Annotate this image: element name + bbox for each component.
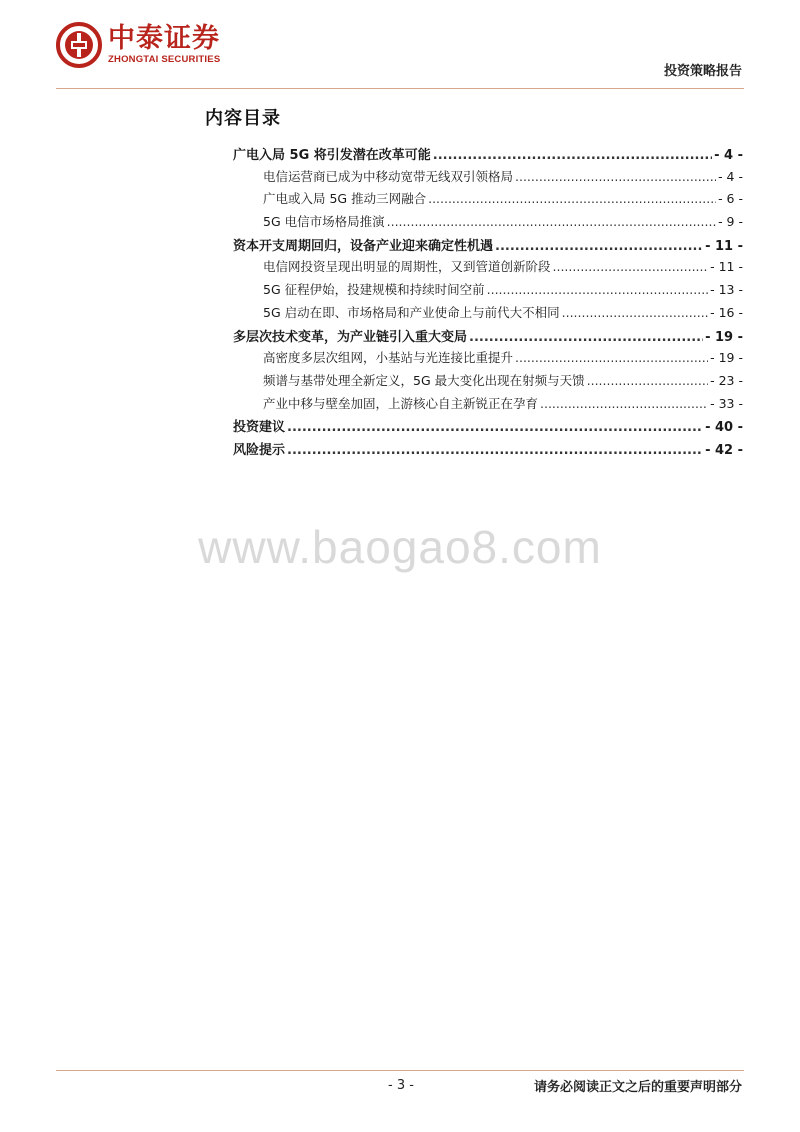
toc-entry-label: 广电入局 5G 将引发潜在改革可能	[233, 148, 431, 163]
toc-entry-page: - 33 -	[710, 395, 743, 411]
toc-subsection-entry[interactable]	[233, 257, 743, 280]
toc-subsection-entry[interactable]	[233, 371, 743, 394]
toc-entry-label: 广电或入局 5G 推动三网融合	[263, 191, 427, 207]
toc-entry-label: 风险提示	[233, 442, 286, 458]
page-header	[0, 0, 800, 95]
toc-entry-label: 电信运营商已成为中移动宽带无线双引领格局	[263, 168, 514, 184]
toc-entry-label: 投资建议	[233, 420, 286, 436]
toc-entry-page: - 19 -	[710, 350, 743, 366]
company-logo	[56, 22, 220, 68]
toc-entry-label: 资本开支周期回归，设备产业迎来确定性机遇	[233, 238, 494, 254]
toc-dot-leader	[387, 214, 716, 229]
toc-section-entry[interactable]	[233, 326, 743, 349]
toc-dot-leader	[587, 373, 709, 388]
toc-entry-label: 高密度多层次组网，小基站与光连接比重提升	[263, 350, 514, 366]
toc-entry-page: - 4 -	[718, 168, 743, 184]
toc-entry-page: - 6 -	[718, 191, 743, 207]
toc-title: 内容目录	[205, 108, 281, 129]
toc-entry-page: - 4 -	[714, 148, 743, 163]
toc-dot-leader	[553, 259, 709, 274]
toc-subsection-entry[interactable]	[233, 394, 743, 417]
toc-subsection-entry[interactable]	[233, 280, 743, 303]
toc-entry-page: - 11 -	[710, 259, 743, 275]
toc-entry-label: 5G 电信市场格局推演	[263, 214, 385, 230]
toc-dot-leader	[287, 443, 703, 458]
footer-disclaimer: 请务必阅读正文之后的重要声明部分	[533, 1080, 742, 1095]
zhongtai-logo-icon	[56, 22, 102, 68]
toc-entry-page: - 13 -	[710, 282, 743, 298]
toc-dot-leader	[515, 350, 708, 365]
page-number: - 3 -	[388, 1078, 414, 1093]
toc-entry-label: 多层次技术变革，为产业链引入重大变局	[233, 329, 468, 345]
toc-entry-page: - 40 -	[705, 420, 743, 436]
toc-subsection-entry[interactable]	[233, 303, 743, 326]
toc-section-entry[interactable]	[233, 235, 743, 258]
toc-entry-page: - 9 -	[718, 214, 743, 230]
toc-dot-leader	[540, 396, 708, 411]
footer-divider	[56, 1070, 744, 1071]
toc-entry-page: - 23 -	[710, 372, 743, 388]
toc-dot-leader	[487, 282, 709, 297]
report-type: 投资策略报告	[663, 64, 742, 79]
toc-section-entry[interactable]	[233, 144, 743, 167]
header-divider	[56, 88, 744, 89]
toc-subsection-entry[interactable]	[233, 167, 743, 190]
toc-section-entry[interactable]	[233, 439, 743, 462]
toc-subsection-entry[interactable]	[233, 348, 743, 371]
logo-chinese-name: 中泰证券	[108, 23, 220, 54]
toc-entry-label: 产业中移与壁垒加固，上游核心自主新锐正在孕育	[263, 395, 539, 411]
toc-dot-leader	[495, 239, 703, 254]
toc-entry-page: - 42 -	[705, 442, 743, 458]
toc-section-entry[interactable]	[233, 416, 743, 439]
toc-dot-leader	[428, 191, 716, 206]
toc-entry-label: 5G 征程伊始，投建规模和持续时间空前	[263, 282, 485, 298]
toc-entry-label: 电信网投资呈现出明显的周期性，又到管道创新阶段	[263, 259, 551, 275]
toc-entry-label: 频谱与基带处理全新定义，5G 最大变化出现在射频与天馈	[263, 372, 585, 388]
toc-dot-leader	[469, 330, 703, 345]
toc-dot-leader	[287, 420, 703, 435]
toc-subsection-entry[interactable]	[233, 189, 743, 212]
logo-english-name: ZHONGTAI SECURITIES	[108, 54, 221, 65]
toc-dot-leader	[562, 305, 709, 320]
toc-entry-label: 5G 启动在即、市场格局和产业使命上与前代大不相同	[263, 304, 560, 320]
toc-dot-leader	[433, 148, 712, 163]
toc-dot-leader	[515, 169, 716, 184]
toc-entry-page: - 16 -	[710, 304, 743, 320]
toc-entry-page: - 11 -	[705, 238, 743, 254]
watermark: www.baogao8.com	[198, 521, 602, 573]
toc-entry-page: - 19 -	[705, 329, 743, 345]
toc-subsection-entry[interactable]	[233, 212, 743, 235]
table-of-contents	[233, 144, 743, 462]
